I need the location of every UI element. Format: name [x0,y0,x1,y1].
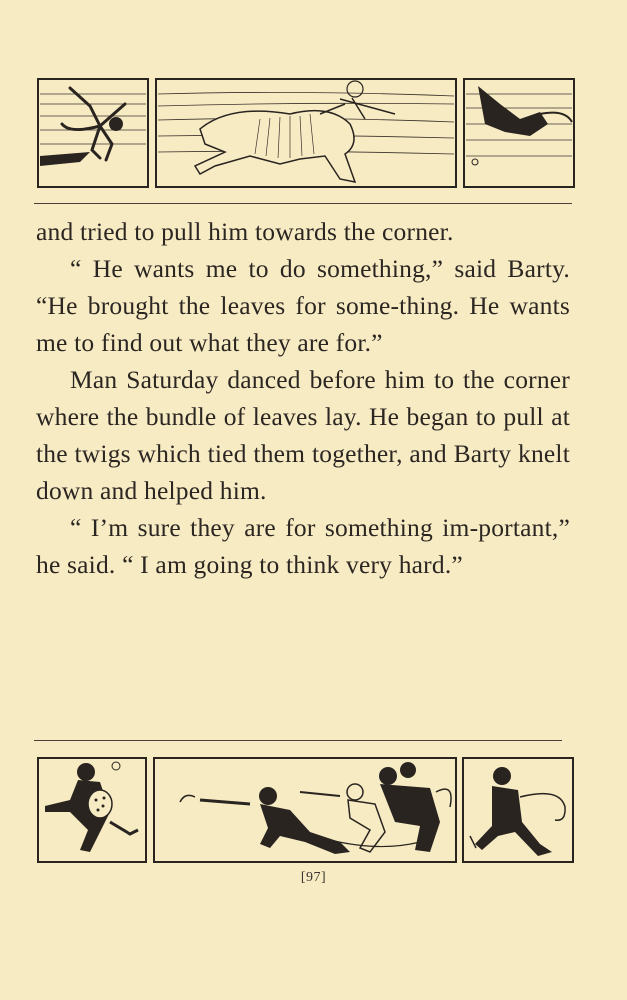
monkey-running-panel [464,79,574,187]
bottom-illustration-band [0,752,627,868]
bottom-rule [34,740,562,741]
monkeys-chasing-panel [154,758,456,862]
monkey-leaping-panel [38,79,148,187]
top-illustration-band [0,74,627,192]
top-illustration-svg [0,74,627,192]
monkey-walking-panel [463,758,573,862]
top-rule [34,203,572,204]
paragraph-1: and tried to pull him towards the corner. [36,217,454,246]
paragraph-2: “ He wants me to do something,” said Barty. “He brought the leaves for some-thing. He wants me to find out what they are for.” [36,254,570,357]
paragraph-3: Man Saturday danced before him to the corner where the bundle of leaves lay. He began to pull at the twigs which tied them together, and Barty knelt down and helped him. [36,365,570,505]
bottom-illustration-svg [0,752,627,868]
page-number: [97] [300,870,327,885]
monkey-with-fruit-panel [38,758,146,862]
body-text [36,213,570,583]
child-riding-dog-panel [156,79,456,187]
paragraph-4: “ I’m sure they are for something im-portant,” he said. “ I am going to think very hard.” [36,513,570,579]
